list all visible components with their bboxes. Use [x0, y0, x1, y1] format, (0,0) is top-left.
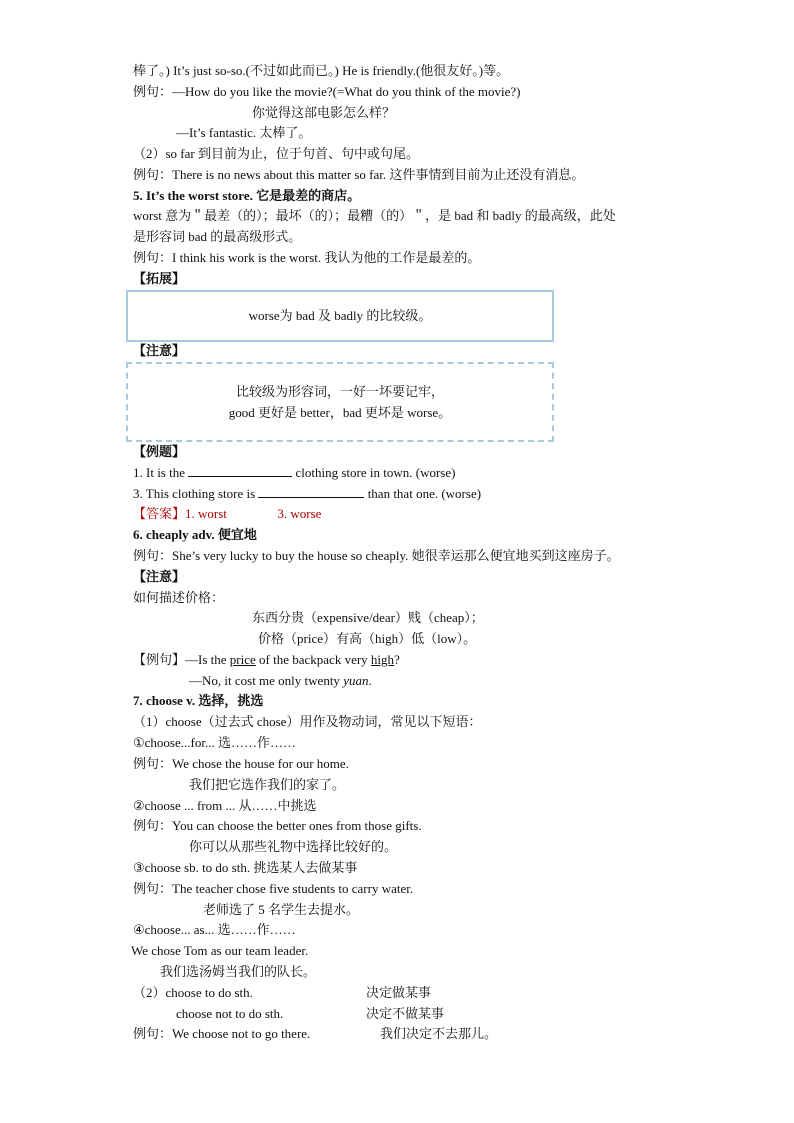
example-text: —No, it cost me only twenty: [189, 673, 344, 688]
text-line: （2）so far 到目前为止，位于句首、句中或句尾。: [133, 146, 419, 161]
label-tuozhan: 【拓展】: [133, 271, 186, 286]
text-line: 东西分贵（expensive/dear）贱（cheap）；: [252, 610, 484, 625]
note-box: [126, 362, 554, 442]
answer-line: [133, 505, 321, 523]
example-text: —Is the: [185, 652, 230, 667]
example-line: [133, 651, 400, 669]
text-line: 例句：We choose not to go there.: [133, 1026, 311, 1041]
text-line: 例句：I think his work is the worst. 我认为他的工作是最差的。: [133, 250, 481, 265]
answer-3: 3. worse: [277, 506, 322, 521]
box-text: 比较级为形容词，一好一坏要记牢，: [235, 384, 444, 399]
text-line: —It’s fantastic. 太棒了。: [176, 125, 312, 140]
answer-blank: [188, 464, 292, 477]
example-underlined: high: [370, 652, 395, 667]
example-text: ?: [394, 652, 400, 667]
text-line: 决定做某事: [366, 985, 432, 1000]
text-line: 价格（price）有高（high）低（low）。: [258, 631, 477, 646]
example-text: .: [368, 673, 372, 688]
question-text: 1. It is the: [133, 465, 185, 480]
text-line: 是形容词 bad 的最高级形式。: [133, 229, 302, 244]
text-line: 例句：—How do you like the movie?(=What do you think of the movie?): [133, 84, 521, 99]
box-text: worse为 bad 及 badly 的比较级。: [248, 308, 432, 323]
text-line: 棒了。) It’s just so-so.(不过如此而已。) He is friendly.(他很友好。)等。: [133, 63, 510, 78]
text-line: choose not to do sth.: [176, 1006, 284, 1021]
question-3: [133, 485, 481, 503]
text-line: 例句：There is no news about this matter so far. 这件事情到目前为止还没有消息。: [133, 167, 585, 182]
text-line: ①choose...for... 选……作……: [133, 735, 296, 750]
example-line: [189, 672, 372, 690]
text-line: 老师选了 5 名学生去提水。: [203, 902, 360, 917]
text-line: ④choose... as... 选……作……: [133, 922, 296, 937]
box-text: good 更好是 better，bad 更坏是 worse。: [228, 405, 452, 420]
answer-blank: [258, 485, 364, 498]
question-text: 3. This clothing store is: [133, 486, 256, 501]
text-line: 例句：You can choose the better ones from those gifts.: [133, 818, 422, 833]
label-zhuyi: 【注意】: [133, 343, 186, 358]
label-zhuyi: 【注意】: [133, 569, 186, 584]
question-text: clothing store in town. (worse): [295, 465, 456, 480]
text-line: 例句：She’s very lucky to buy the house so cheaply. 她很幸运那么便宜地买到这座房子。: [133, 548, 620, 563]
example-label: 【例句】: [133, 652, 186, 667]
text-line: 例句：The teacher chose five students to carry water.: [133, 881, 414, 896]
example-text: of the backpack very: [255, 652, 371, 667]
question-1: [133, 464, 455, 482]
question-text: than that one. (worse): [367, 486, 482, 501]
text-line: ③choose sb. to do sth. 挑选某人去做某事: [133, 860, 358, 875]
extension-box: [126, 290, 554, 342]
text-line: （2）choose to do sth.: [133, 985, 253, 1000]
text-line: worst 意为＂最差（的）；最坏（的）；最糟（的）＂，是 bad 和 badly 的最高级，此处: [133, 208, 616, 223]
text-line: 决定不做某事: [366, 1006, 445, 1021]
section-heading: 6. cheaply adv. 便宜地: [133, 527, 257, 542]
section-heading: 7. choose v. 选择，挑选: [133, 693, 264, 708]
text-line: 如何描述价格：: [133, 590, 225, 605]
label-liti: 【例题】: [133, 444, 186, 459]
text-line: ②choose ... from ... 从……中挑选: [133, 798, 317, 813]
example-underlined: price: [229, 652, 256, 667]
section-heading: 5. It’s the worst store. 它是最差的商店。: [133, 188, 361, 203]
answer-label: 【答案】: [133, 506, 186, 521]
text-line: 我们选汤姆当我们的队长。: [160, 964, 317, 979]
answer-1: 1. worst: [185, 506, 227, 521]
text-line: 例句：We chose the house for our home.: [133, 756, 349, 771]
text-line: （1）choose（过去式 chose）用作及物动词，常见以下短语：: [133, 714, 482, 729]
text-line: 我们把它选作我们的家了。: [189, 777, 346, 792]
text-line: 我们决定不去那儿。: [380, 1026, 498, 1041]
text-line: 你觉得这部电影怎么样？: [252, 105, 396, 120]
text-line: We chose Tom as our team leader.: [131, 943, 309, 958]
example-italic: yuan: [343, 673, 369, 688]
text-line: 你可以从那些礼物中选择比较好的。: [189, 839, 398, 854]
